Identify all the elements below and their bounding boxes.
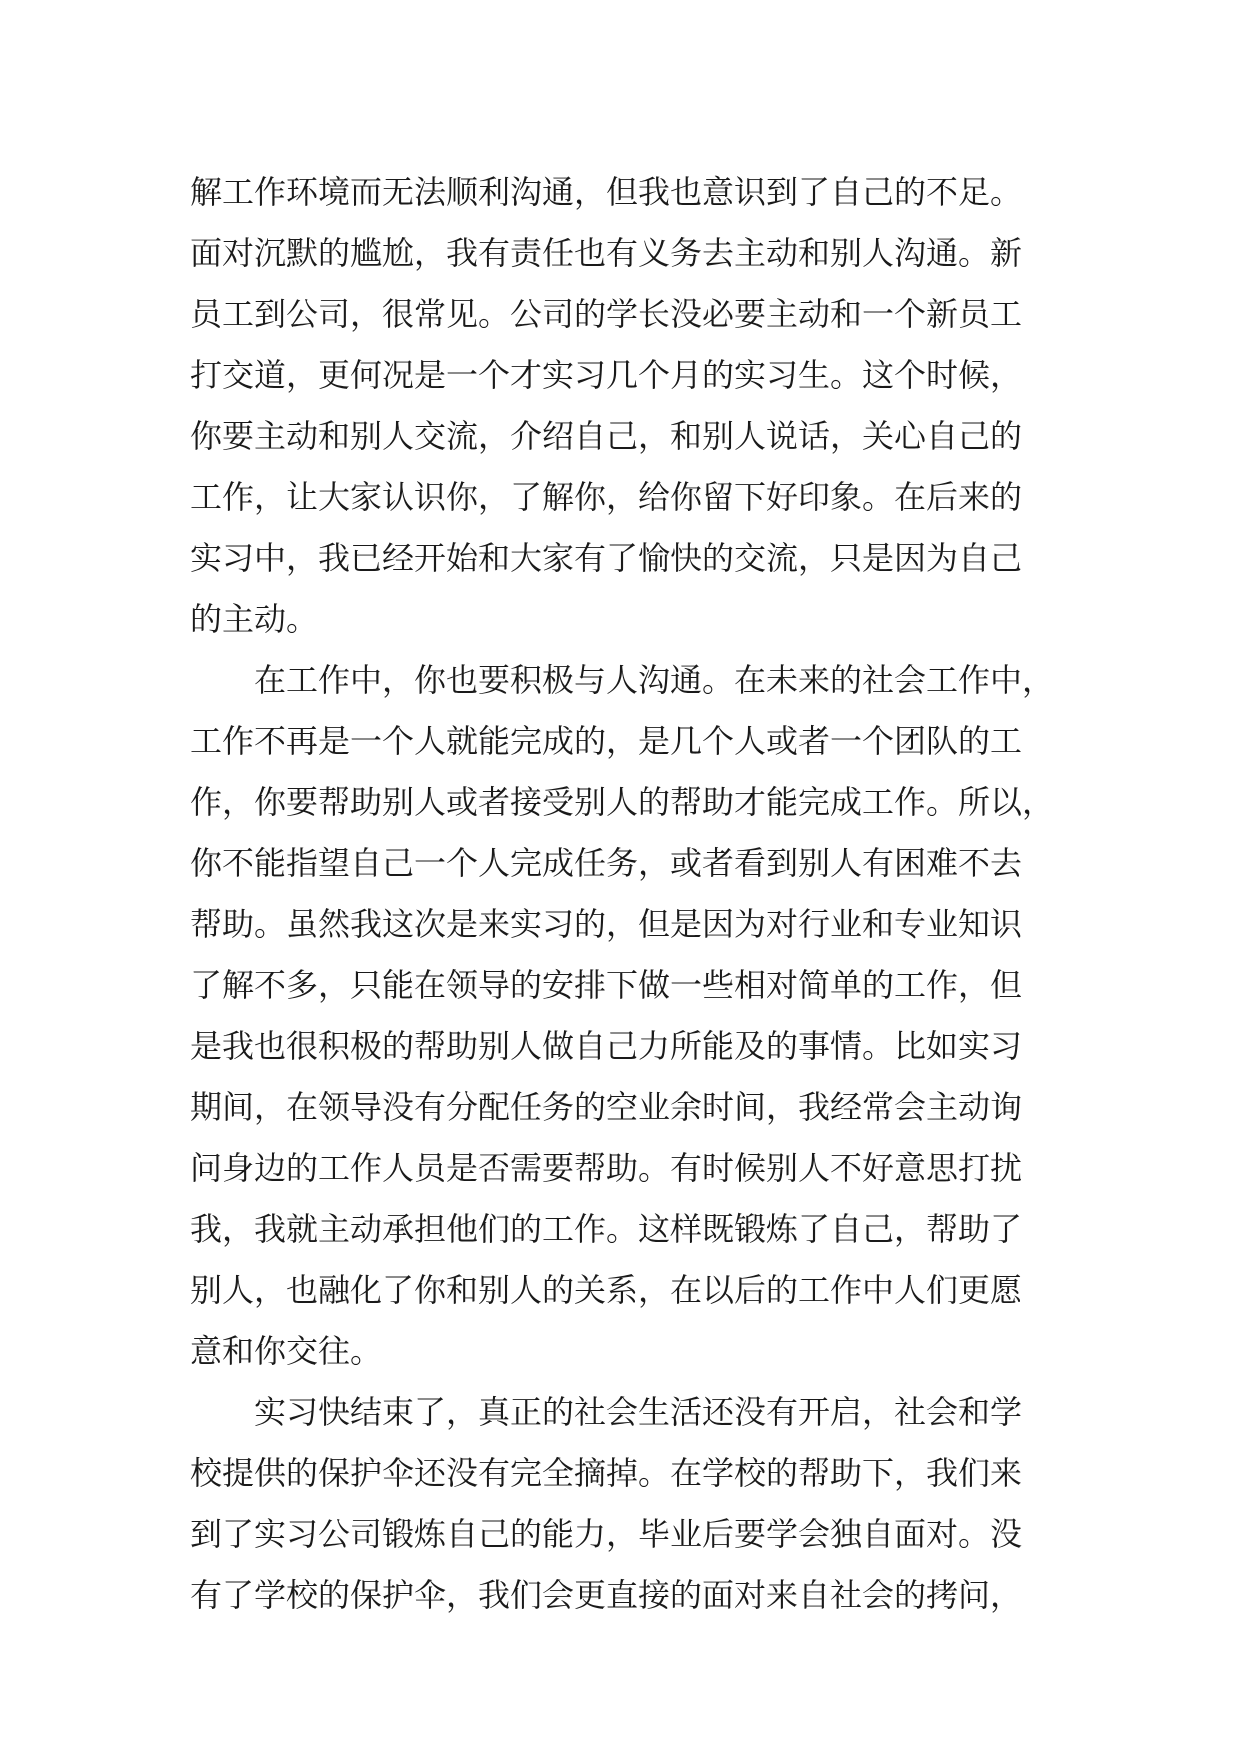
text-line: 工作，让大家认识你，了解你，给你留下好印象。在后来的	[190, 478, 1023, 516]
text-line: 你要主动和别人交流，介绍自己，和别人说话，关心自己的	[190, 417, 1023, 455]
text-line: 我，我就主动承担他们的工作。这样既锻炼了自己，帮助了	[190, 1210, 1023, 1248]
text-line: 别人，也融化了你和别人的关系，在以后的工作中人们更愿	[190, 1271, 1023, 1309]
body-text	[190, 162, 1055, 1626]
text-line: 是我也很积极的帮助别人做自己力所能及的事情。比如实习	[190, 1027, 1023, 1065]
paragraph-start-line: 在工作中，你也要积极与人沟通。在未来的社会工作中，	[254, 661, 1055, 699]
text-line: 实习中，我已经开始和大家有了愉快的交流，只是因为自己	[190, 539, 1023, 577]
text-line: 意和你交往。	[190, 1332, 383, 1370]
text-line: 帮助。虽然我这次是来实习的，但是因为对行业和专业知识	[190, 905, 1023, 943]
text-line: 打交道，更何况是一个才实习几个月的实习生。这个时候，	[190, 356, 1023, 394]
text-line: 你不能指望自己一个人完成任务，或者看到别人有困难不去	[190, 844, 1023, 882]
text-line: 面对沉默的尴尬，我有责任也有义务去主动和别人沟通。新	[190, 234, 1023, 272]
text-line: 问身边的工作人员是否需要帮助。有时候别人不好意思打扰	[190, 1149, 1023, 1187]
text-line: 期间，在领导没有分配任务的空业余时间，我经常会主动询	[190, 1088, 1023, 1126]
text-line: 作，你要帮助别人或者接受别人的帮助才能完成工作。所以，	[190, 783, 1055, 821]
text-line: 工作不再是一个人就能完成的，是几个人或者一个团队的工	[190, 722, 1023, 760]
text-line: 到了实习公司锻炼自己的能力，毕业后要学会独自面对。没	[190, 1515, 1023, 1553]
text-line: 校提供的保护伞还没有完全摘掉。在学校的帮助下，我们来	[190, 1454, 1023, 1492]
paragraph-start-line: 实习快结束了，真正的社会生活还没有开启，社会和学	[254, 1393, 1023, 1431]
text-line: 的主动。	[190, 600, 319, 638]
text-line: 解工作环境而无法顺利沟通，但我也意识到了自己的不足。	[190, 173, 1023, 211]
text-line: 有了学校的保护伞，我们会更直接的面对来自社会的拷问，	[190, 1576, 1023, 1614]
text-line: 了解不多，只能在领导的安排下做一些相对简单的工作，但	[190, 966, 1023, 1004]
text-line: 员工到公司，很常见。公司的学长没必要主动和一个新员工	[190, 295, 1023, 333]
